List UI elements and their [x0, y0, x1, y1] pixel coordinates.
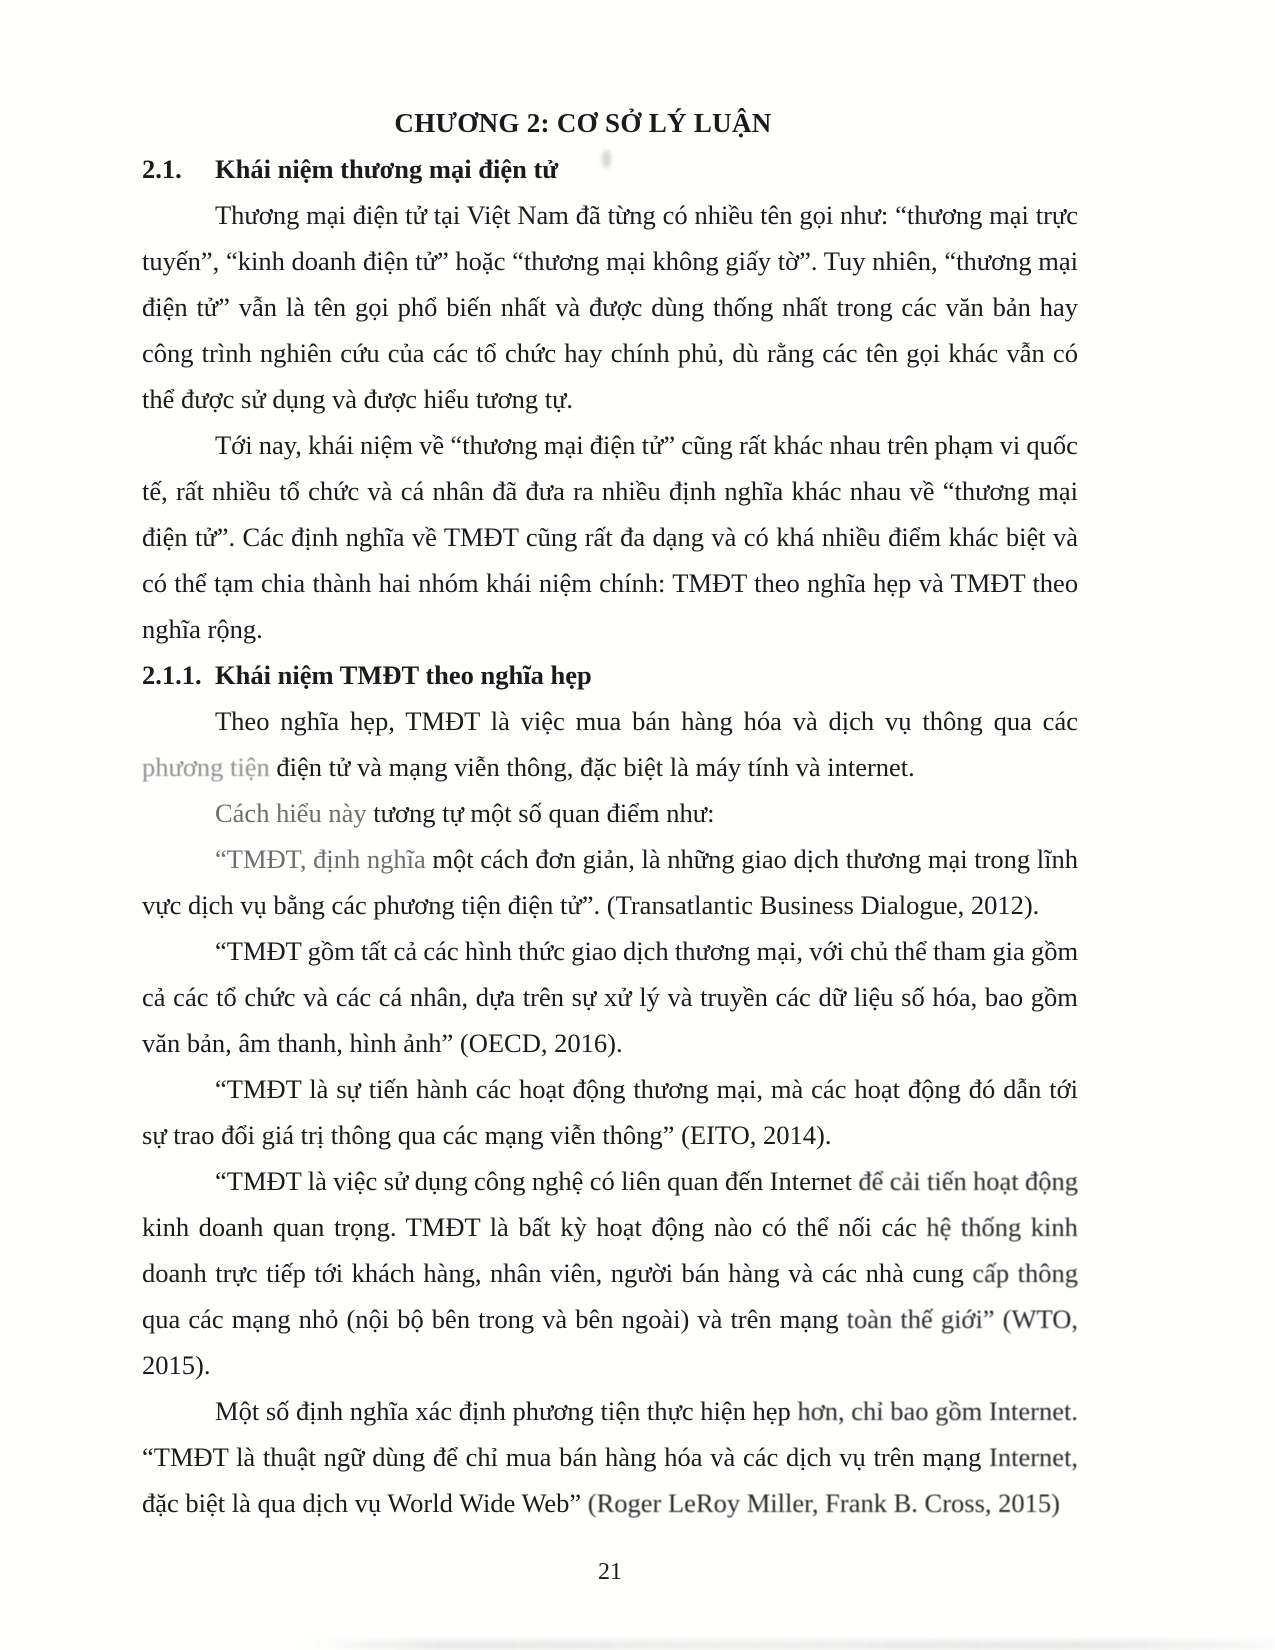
text-line: Theo nghĩa hẹp, TMĐT là việc mua bán hàng hóa và dịch vụ thông qua các	[215, 706, 1078, 736]
text-line-segment: đặc biệt là qua dịch vụ World Wide Web”	[142, 1488, 588, 1518]
section-heading-label: Khái niệm thương mại điện tử	[215, 154, 559, 184]
text-line-segment-faded: Cách hiểu này	[215, 798, 367, 828]
text-line-segment-smudged: toàn thế giới” (WTO,	[846, 1304, 1078, 1334]
text-line: cả các tổ chức và các cá nhân, dựa trên sự xử lý và truyền các dữ liệu số hóa, bao gồm	[142, 982, 1078, 1012]
text-line	[142, 1434, 1078, 1480]
text-line-segment-smudged: hệ thống kinh	[926, 1212, 1078, 1242]
chapter-title: CHƯƠNG 2: CƠ SỞ LÝ LUẬN	[394, 108, 772, 138]
text-line-segment-smudged: cấp thông	[972, 1258, 1079, 1288]
section-heading-2-1-1	[142, 652, 1078, 698]
text-line-segment: kinh doanh quan trọng. TMĐT là bất kỳ hoạt động nào có thể nối các	[142, 1212, 927, 1242]
text-line-segment: một cách đơn giản, là những giao dịch thương mại trong lĩnh	[425, 844, 1079, 874]
text-line: nghĩa rộng.	[142, 614, 263, 644]
text-line: điện tử” vẫn là tên gọi phổ biến nhất và được dùng thống nhất trong các văn bản hay	[142, 292, 1078, 322]
page-number: 21	[598, 1559, 622, 1585]
scan-edge-artifact	[300, 1640, 1275, 1650]
text-line: tuyến”, “kinh doanh điện tử” hoặc “thương mại không giấy tờ”. Tuy nhiên, “thương mại	[142, 246, 1079, 276]
text-column	[142, 100, 1078, 1526]
text-line: công trình nghiên cứu của các tổ chức hay chính phủ, dù rằng các tên gọi khác vẫn có	[142, 338, 1078, 368]
text-line: sự trao đổi giá trị thông qua các mạng viễn thông” (EITO, 2014).	[142, 1120, 832, 1150]
text-line-segment: “TMĐT là thuật ngữ dùng để chỉ mua bán hàng hóa và các dịch vụ trên mạng	[142, 1442, 990, 1472]
text-line: có thể tạm chia thành hai nhóm khái niệm chính: TMĐT theo nghĩa hẹp và TMĐT theo	[142, 568, 1079, 598]
section-number: 2.1.1.	[142, 660, 202, 690]
text-line-segment: điện tử và mạng viễn thông, đặc biệt là máy tính và internet.	[269, 752, 915, 782]
text-line: “TMĐT là sự tiến hành các hoạt động thương mại, mà các hoạt động đó dẫn tới	[215, 1074, 1078, 1104]
text-line-segment-smudged: để cải tiến hoạt động	[858, 1166, 1079, 1196]
text-line: tế, rất nhiều tổ chức và cá nhân đã đưa ra nhiều định nghĩa khác nhau về “thương mại	[142, 476, 1078, 506]
text-line-segment: qua các mạng nhỏ (nội bộ bên trong và bên ngoài) và trên mạng	[142, 1304, 847, 1334]
text-line: thể được sử dụng và được hiểu tương tự.	[142, 384, 574, 414]
text-line	[142, 1250, 1078, 1296]
text-line-segment-smudged: hơn, chỉ bao gồm Internet.	[797, 1396, 1078, 1426]
text-line-segment-smudged: (Roger LeRoy Miller, Frank B. Cross, 2015)	[587, 1488, 1060, 1518]
text-line-segment: doanh trực tiếp tới khách hàng, nhân viên, người bán hàng và các nhà cung	[142, 1258, 973, 1288]
scan-speck-artifact	[602, 150, 611, 168]
text-line: “TMĐT gồm tất cả các hình thức giao dịch thương mại, với chủ thể tham gia gồm	[215, 936, 1079, 966]
text-line	[142, 790, 1078, 836]
text-line	[142, 836, 1078, 882]
text-line	[142, 1388, 1078, 1434]
text-line	[142, 744, 1078, 790]
section-heading-label: Khái niệm TMĐT theo nghĩa hẹp	[215, 660, 592, 690]
text-line: Tới nay, khái niệm về “thương mại điện tử” cũng rất khác nhau trên phạm vi quốc	[215, 430, 1078, 460]
text-line-segment: “TMĐT là việc sử dụng công nghệ có liên quan đến Internet	[215, 1166, 859, 1196]
text-line: điện tử”. Các định nghĩa về TMĐT cũng rất đa dạng và có khá nhiều điểm khác biệt và	[142, 522, 1079, 552]
text-line-segment-faded: phương tiện	[142, 752, 270, 782]
text-line	[142, 1296, 1078, 1342]
text-line	[142, 1480, 1078, 1526]
text-line	[142, 1204, 1078, 1250]
text-line-segment: Một số định nghĩa xác định phương tiện thực hiện hẹp	[215, 1396, 798, 1426]
text-line: Thương mại điện tử tại Việt Nam đã từng có nhiều tên gọi như: “thương mại trực	[215, 200, 1079, 230]
section-number: 2.1.	[142, 154, 182, 184]
text-line: văn bản, âm thanh, hình ảnh” (OECD, 2016).	[142, 1028, 623, 1058]
text-line: vực dịch vụ bằng các phương tiện điện tử”. (Transatlantic Business Dialogue, 2012).	[142, 890, 1040, 920]
text-line	[142, 1158, 1078, 1204]
text-line-segment-smudged: Internet,	[989, 1442, 1079, 1472]
text-line: 2015).	[142, 1350, 211, 1380]
text-line-segment: tương tự một số quan điểm như:	[366, 798, 715, 828]
text-line-segment-faded: “TMĐT, định nghĩa	[215, 844, 426, 874]
